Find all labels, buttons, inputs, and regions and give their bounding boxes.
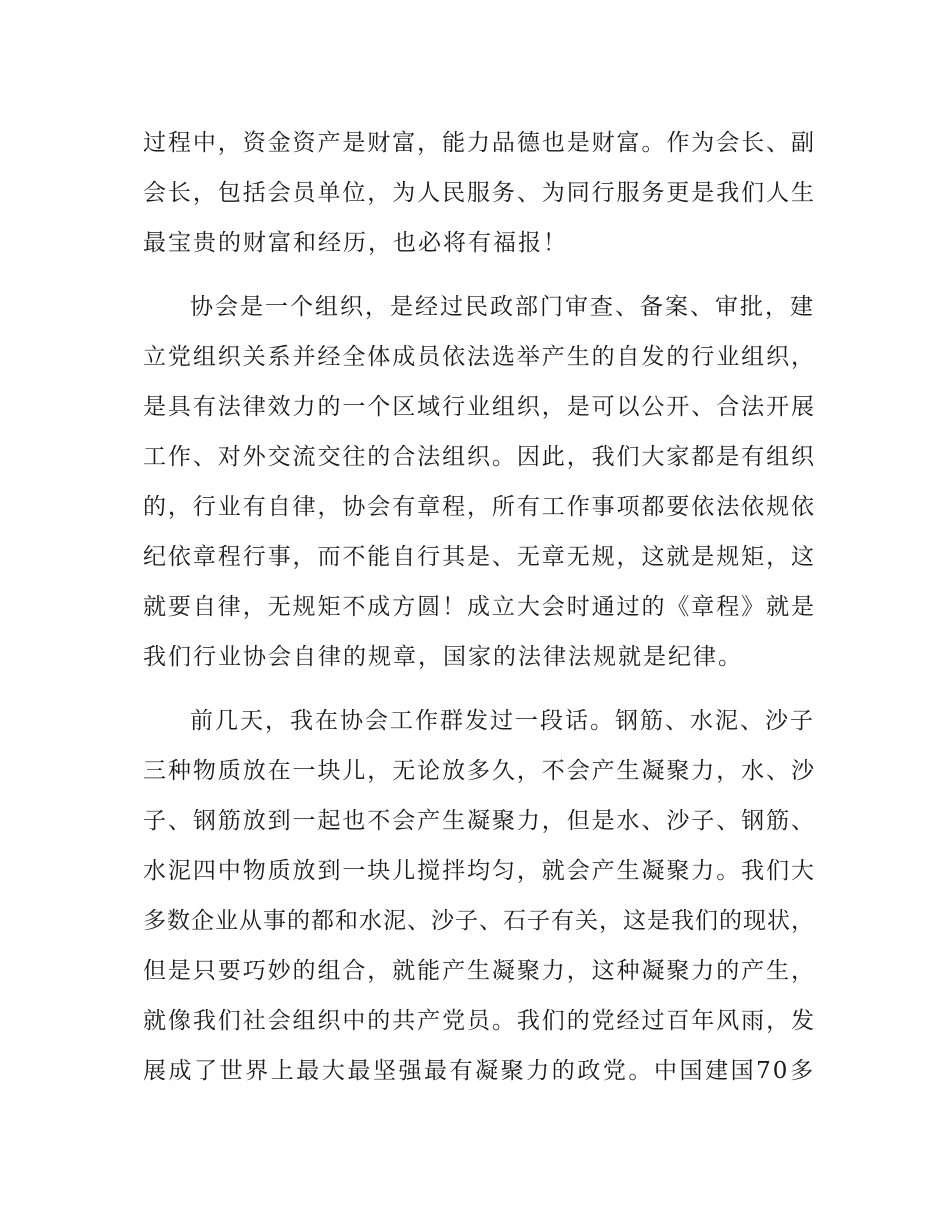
text-line: 多数企业从事的都和水泥、沙子、石子有关，这是我们的现状，	[143, 908, 815, 934]
text-line: 水泥四中物质放到一块儿搅拌均匀，就会产生凝聚力。我们大	[143, 858, 815, 884]
text-line: 就像我们社会组织中的共产党员。我们的党经过百年风雨，发	[143, 1008, 815, 1034]
text-line: 最宝贵的财富和经历，也必将有福报！	[143, 230, 568, 256]
text-line: 展成了世界上最大最坚强最有凝聚力的政党。中国建国70多	[143, 1058, 815, 1084]
text-line: 的，行业有自律，协会有章程，所有工作事项都要依法依规依	[143, 494, 815, 520]
text-line: 就要自律，无规矩不成方圆！成立大会时通过的《章程》就是	[143, 594, 815, 620]
text-line: 过程中，资金资产是财富，能力品德也是财富。作为会长、副	[143, 130, 815, 156]
text-line: 我们行业协会自律的规章，国家的法律法规就是纪律。	[143, 644, 743, 670]
text-line: 子、钢筋放到一起也不会产生凝聚力，但是水、沙子、钢筋、	[143, 808, 815, 834]
text-line: 但是只要巧妙的组合，就能产生凝聚力，这种凝聚力的产生，	[143, 958, 815, 984]
text-line: 纪依章程行事，而不能自行其是、无章无规，这就是规矩，这	[143, 544, 815, 570]
text-line: 是具有法律效力的一个区域行业组织，是可以公开、合法开展	[143, 394, 815, 420]
text-line: 会长，包括会员单位，为人民服务、为同行服务更是我们人生	[143, 180, 815, 206]
text-line: 立党组织关系并经全体成员依法选举产生的自发的行业组织，	[143, 344, 815, 370]
text-line: 协会是一个组织，是经过民政部门审查、备案、审批，建	[190, 294, 815, 320]
text-line: 工作、对外交流交往的合法组织。因此，我们大家都是有组织	[143, 444, 815, 470]
text-line: 前几天，我在协会工作群发过一段话。钢筋、水泥、沙子	[190, 708, 815, 734]
text-line: 三种物质放在一块儿，无论放多久，不会产生凝聚力，水、沙	[143, 758, 815, 784]
